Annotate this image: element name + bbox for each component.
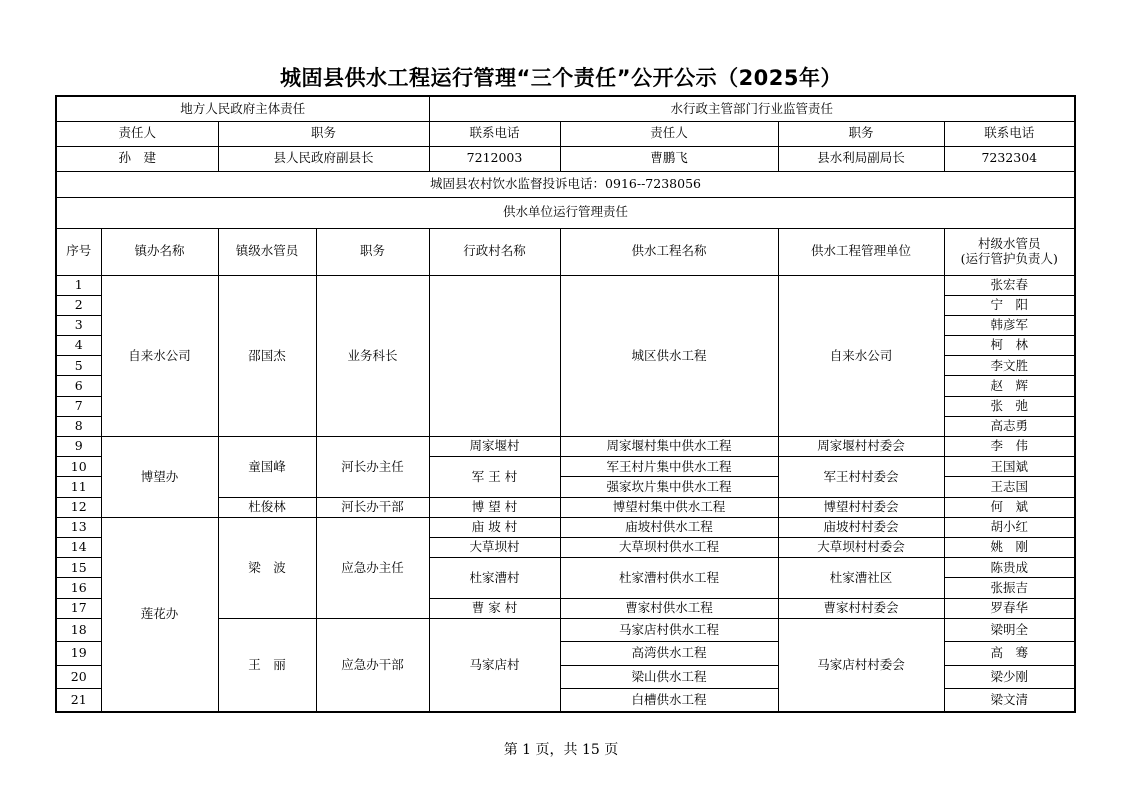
row-seq: 8 <box>56 416 101 436</box>
project-name: 强家坎片集中供水工程 <box>560 477 778 497</box>
col-mgmt-unit: 供水工程管理单位 <box>778 228 944 275</box>
project-name: 庙坡村供水工程 <box>560 517 778 537</box>
header-person: 责任人 <box>56 121 218 146</box>
responsibility-table <box>55 95 1076 713</box>
local-person: 孙 建 <box>56 146 218 171</box>
village-manager: 陈贵成 <box>944 558 1075 578</box>
manager-position: 应急办主任 <box>316 517 429 618</box>
town-manager: 杜俊林 <box>218 497 316 517</box>
project-name: 马家店村供水工程 <box>560 618 778 642</box>
dept-person: 曹鹏飞 <box>560 146 778 171</box>
section-supply-unit: 供水单位运行管理责任 <box>56 197 1075 228</box>
mgmt-unit: 周家堰村村委会 <box>778 437 944 457</box>
header-person-2: 责任人 <box>560 121 778 146</box>
manager-position: 河长办干部 <box>316 497 429 517</box>
mgmt-unit: 马家店村村委会 <box>778 618 944 712</box>
row-seq: 5 <box>56 356 101 376</box>
mgmt-unit: 自来水公司 <box>778 275 944 437</box>
row-seq: 6 <box>56 376 101 396</box>
mgmt-unit: 军王村村委会 <box>778 457 944 497</box>
header-position-2: 职务 <box>778 121 944 146</box>
row-seq: 10 <box>56 457 101 477</box>
row-seq: 15 <box>56 558 101 578</box>
header-phone-2: 联系电话 <box>944 121 1075 146</box>
project-name: 城区供水工程 <box>560 275 778 437</box>
village-manager: 高 骞 <box>944 642 1075 666</box>
col-project: 供水工程名称 <box>560 228 778 275</box>
row-seq: 21 <box>56 689 101 713</box>
col-position: 职务 <box>316 228 429 275</box>
village-name: 博 望 村 <box>429 497 560 517</box>
village-name: 军 王 村 <box>429 457 560 497</box>
page-title: 城固县供水工程运行管理“三个责任”公开公示（2025年） <box>279 66 843 90</box>
village-manager: 梁明全 <box>944 618 1075 642</box>
row-seq: 9 <box>56 437 101 457</box>
mgmt-unit: 博望村村委会 <box>778 497 944 517</box>
row-seq: 14 <box>56 537 101 557</box>
row-seq: 12 <box>56 497 101 517</box>
project-name: 大草坝村供水工程 <box>560 537 778 557</box>
village-manager: 宁 阳 <box>944 295 1075 315</box>
col-town: 镇办名称 <box>101 228 218 275</box>
manager-position: 应急办干部 <box>316 618 429 712</box>
manager-position: 河长办主任 <box>316 437 429 498</box>
section-water-dept: 水行政主管部门行业监管责任 <box>429 96 1075 121</box>
village-manager: 韩彦军 <box>944 315 1075 335</box>
village-manager: 梁少刚 <box>944 665 1075 689</box>
mgmt-unit: 大草坝村村委会 <box>778 537 944 557</box>
project-name: 高湾供水工程 <box>560 642 778 666</box>
row-seq: 1 <box>56 275 101 295</box>
row-seq: 4 <box>56 336 101 356</box>
village-manager: 王国斌 <box>944 457 1075 477</box>
row-seq: 17 <box>56 598 101 618</box>
village-manager: 张振吉 <box>944 578 1075 598</box>
village-manager: 李文胜 <box>944 356 1075 376</box>
town-manager: 梁 波 <box>218 517 316 618</box>
page-footer: 第 1 页，共 15 页 <box>503 742 619 758</box>
town-manager: 王 丽 <box>218 618 316 712</box>
complaint-hotline: 城固县农村饮水监督投诉电话：0916--7238056 <box>56 171 1075 197</box>
village-manager: 胡小红 <box>944 517 1075 537</box>
row-seq: 2 <box>56 295 101 315</box>
village-manager: 李 伟 <box>944 437 1075 457</box>
header-position: 职务 <box>218 121 429 146</box>
col-village-manager-label: 村级水管员 <box>978 236 1041 252</box>
village-manager: 赵 辉 <box>944 376 1075 396</box>
town-manager: 童国峰 <box>218 437 316 498</box>
village-name: 周家堰村 <box>429 437 560 457</box>
village-manager: 张宏春 <box>944 275 1075 295</box>
village-name: 大草坝村 <box>429 537 560 557</box>
project-name: 白槽供水工程 <box>560 689 778 713</box>
village-manager: 王志国 <box>944 477 1075 497</box>
town-name: 莲花办 <box>101 517 218 712</box>
dept-position: 县水利局副局长 <box>778 146 944 171</box>
dept-phone: 7232304 <box>944 146 1075 171</box>
project-name: 博望村集中供水工程 <box>560 497 778 517</box>
mgmt-unit: 杜家漕社区 <box>778 558 944 598</box>
village-name: 马家店村 <box>429 618 560 712</box>
col-town-manager: 镇级水管员 <box>218 228 316 275</box>
row-seq: 11 <box>56 477 101 497</box>
row-seq: 7 <box>56 396 101 416</box>
row-seq: 13 <box>56 517 101 537</box>
village-manager: 姚 刚 <box>944 537 1075 557</box>
town-manager: 邵国杰 <box>218 275 316 437</box>
project-name: 周家堰村集中供水工程 <box>560 437 778 457</box>
manager-position: 业务科长 <box>316 275 429 437</box>
village-manager: 何 斌 <box>944 497 1075 517</box>
section-local-gov: 地方人民政府主体责任 <box>56 96 429 121</box>
town-name: 自来水公司 <box>101 275 218 437</box>
project-name: 梁山供水工程 <box>560 665 778 689</box>
col-village: 行政村名称 <box>429 228 560 275</box>
row-seq: 20 <box>56 665 101 689</box>
village-name: 庙 坡 村 <box>429 517 560 537</box>
mgmt-unit: 庙坡村村委会 <box>778 517 944 537</box>
village-manager: 高志勇 <box>944 416 1075 436</box>
col-village-manager <box>944 228 1075 275</box>
row-seq: 19 <box>56 642 101 666</box>
project-name: 杜家漕村供水工程 <box>560 558 778 598</box>
project-name: 军王村片集中供水工程 <box>560 457 778 477</box>
header-phone: 联系电话 <box>429 121 560 146</box>
row-seq: 16 <box>56 578 101 598</box>
col-village-manager-note: (运行管护负责人) <box>960 250 1058 266</box>
town-name: 博望办 <box>101 437 218 518</box>
village-manager: 罗春华 <box>944 598 1075 618</box>
village-manager: 梁文清 <box>944 689 1075 713</box>
col-seq: 序号 <box>56 228 101 275</box>
village-name: 杜家漕村 <box>429 558 560 598</box>
village-manager: 柯 林 <box>944 336 1075 356</box>
local-position: 县人民政府副县长 <box>218 146 429 171</box>
row-seq: 18 <box>56 618 101 642</box>
village-name: 曹 家 村 <box>429 598 560 618</box>
local-phone: 7212003 <box>429 146 560 171</box>
project-name: 曹家村供水工程 <box>560 598 778 618</box>
mgmt-unit: 曹家村村委会 <box>778 598 944 618</box>
row-seq: 3 <box>56 315 101 335</box>
village-manager: 张 弛 <box>944 396 1075 416</box>
village-name <box>429 275 560 437</box>
